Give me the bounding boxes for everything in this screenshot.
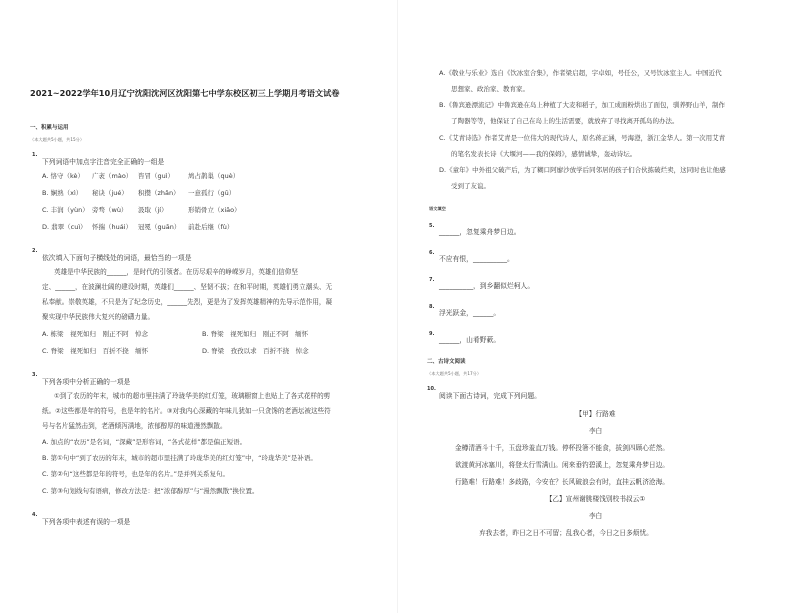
q4-option-d-line-1: D.《童年》中外祖父破产后，为了糊口阿廖沙放学后同邻居的孩子们合伙拣破烂卖，这同时也让他感 bbox=[439, 166, 726, 174]
q10-stem: 阅读下面古诗词，完成下列问题。 bbox=[439, 392, 541, 400]
q3-option-b: B. 第①句中“到了农历的年末，城市的超市里挂满了玲珑华美的红灯笼”中，“玲珑华美”是补语。 bbox=[42, 454, 317, 462]
q1-b-4: 一意孤行（gū） bbox=[188, 189, 236, 197]
q1-a-4: 鸠占鹊巢（què） bbox=[188, 172, 240, 180]
q4-option-c-line-2: 的笔名发表长诗《大堰河——我的保姆》，感情诚挚，轰动诗坛。 bbox=[451, 150, 637, 158]
poem-a-line-3: 行路难！行路难！多歧路，今安在？长风破浪会有时，直挂云帆济沧海。 bbox=[455, 478, 669, 486]
q3-option-c: C. 第②句“这些都是年的符号，也是年的名片。”是并列关系复句。 bbox=[42, 470, 229, 478]
section-1-heading: 一、积累与运用 bbox=[30, 125, 69, 131]
q7-text: __________，到乡翻似烂柯人。 bbox=[439, 282, 535, 290]
q2-passage-line-2: 定、______，在波澜壮阔的建设时期，英雄们______、坚韧不拔；在和平时期，英雄们勇立潮头、无 bbox=[42, 283, 333, 291]
q2-stem: 依次填入下面句子横线处的词语，最恰当的一项是 bbox=[42, 254, 192, 262]
q4-option-c-line-1: C.《艾青诗选》作者艾青是一位伟大的现代诗人，原名蒋正涵，号海澄，浙江金华人。第一次用艾青 bbox=[439, 134, 726, 142]
q2-passage-line-4: 聚实现中华民族伟大复兴的磅礴力量。 bbox=[42, 313, 155, 321]
q5-number: 5. bbox=[429, 223, 435, 229]
q3-number: 3. bbox=[32, 372, 38, 378]
q10-number: 10. bbox=[427, 386, 436, 392]
q3-option-d: C. 第③句划线句有语病，修改方法是：把“浓郁醇厚”与“漫然飘散”换位置。 bbox=[42, 487, 259, 495]
q2-option-b: B. 脊梁 视死如归 刚正不阿 缅怀 bbox=[202, 330, 309, 338]
section-2-heading: 二、古诗文阅读 bbox=[427, 359, 466, 365]
q2-option-d: D. 脊梁 孜孜以求 百折不挠 悼念 bbox=[202, 347, 309, 355]
q1-d-4: 前赴后继（fù） bbox=[188, 223, 234, 231]
section-2-note: （本大题共5小题，共17分） bbox=[427, 371, 482, 376]
q1-d-3: 冠冕（guān） bbox=[138, 223, 181, 231]
q1-a-3: 咨冒（guì） bbox=[138, 172, 175, 180]
right-page bbox=[397, 0, 794, 613]
q3-passage-line-2: 纸。②这些都是年的符号，也是年的名片。③对我内心深藏的年味儿犹如一只贪馋的老酒坛被这些符 bbox=[42, 407, 331, 415]
q1-d-1: D. 翡翠（cuì） bbox=[42, 223, 87, 231]
q9-number: 9. bbox=[429, 331, 435, 337]
poem-a-line-1: 金樽清酒斗十千，玉盘珍羞直万钱。停杯投箸不能食，拔剑四顾心茫然。 bbox=[455, 444, 669, 452]
poem-b-author: 李白 bbox=[588, 512, 603, 520]
q2-option-c: C. 脊梁 视死如归 百折不挠 缅怀 bbox=[42, 347, 149, 355]
q9-text: ______，山肴野蔌。 bbox=[439, 336, 501, 344]
poem-b-title: 【乙】宣州谢朓楼饯别校书叔云① bbox=[545, 495, 646, 503]
dictation-heading: 语文填空 bbox=[429, 206, 446, 211]
q3-stem: 下列各项中分析正确的一项是 bbox=[42, 378, 131, 386]
q6-number: 6. bbox=[429, 250, 435, 256]
q1-c-4: 形销骨立（xiāo） bbox=[188, 206, 241, 214]
section-1-note: （本大题共5小题，共15分） bbox=[30, 137, 85, 142]
q3-passage-line-1: ①到了农历的年末，城市的超市里挂满了玲珑华美的红灯笼，玻璃橱窗上也贴上了各式花样的剪 bbox=[54, 392, 331, 400]
q1-stem: 下列词语中加点字注音完全正确的一组是 bbox=[42, 158, 165, 166]
poem-a-line-2: 欲渡黄河冰塞川，将登太行雪满山。闲来垂钓碧溪上，忽复乘舟梦日边。 bbox=[455, 461, 669, 469]
q1-d-2: 怀揣（huái） bbox=[92, 223, 133, 231]
q4-option-b-line-1: B.《鲁宾逊漂流记》中鲁宾逊在岛上种植了大麦和稻子，加工成面粉烘出了面包，驯养野山羊，制作 bbox=[439, 101, 726, 109]
q1-b-1: B. 娴熟（xì） bbox=[42, 189, 83, 197]
poem-a-author: 李白 bbox=[588, 427, 603, 435]
q1-a-1: A. 恪守（kè） bbox=[42, 172, 84, 180]
q3-option-a: A. 加点的“农历”是名词，“深藏”是形容词，“各式花样”都是偏正短语。 bbox=[42, 438, 247, 446]
q4-stem: 下列各项中表述有误的一项是 bbox=[42, 518, 131, 526]
exam-title: 2021~2022学年10月辽宁沈阳沈河区沈阳第七中学东校区初三上学期月考语文试卷 bbox=[30, 88, 340, 98]
q4-option-a-line-1: A.《敬业与乐业》选自《饮冰室合集》，作者梁启超，字卓如，号任公，又号饮冰室主人。中国近代 bbox=[439, 69, 722, 77]
q1-a-2: 广袤（mào） bbox=[92, 172, 133, 180]
poem-b-line-1: 弃我去者，昨日之日不可留；乱我心者，今日之日多烦忧。 bbox=[479, 529, 653, 537]
q2-passage-line-3: 私奉献。崇敬英雄，不只是为了纪念历史，______先烈，更是为了发挥英雄精神的先导示范作用，凝 bbox=[42, 298, 333, 306]
q6-text: 不应有恨，__________。 bbox=[439, 255, 514, 263]
poem-a-title: 【甲】行路难 bbox=[575, 410, 616, 418]
q1-c-1: C. 丰润（yùn） bbox=[42, 206, 89, 214]
q1-b-3: 积攒（zhǎn） bbox=[138, 189, 180, 197]
q4-option-b-line-2: 了陶器等等，他保证了自己在岛上的生活需要，就放弃了寻找离开孤岛的办法。 bbox=[451, 117, 679, 125]
q1-c-2: 旁骛（wù） bbox=[92, 206, 128, 214]
q4-option-d-line-2: 受到了友谊。 bbox=[451, 182, 490, 190]
q3-passage-line-3: 号与名片猛然击到，老酒倾泻满地，浓郁醇厚的味道漫然飘散。 bbox=[42, 422, 227, 430]
q2-option-a: A. 栋梁 视死如归 刚正不阿 悼念 bbox=[42, 330, 148, 338]
q2-passage-line-1: 英雄是中华民族的______，是时代的引领者。在历尽艰辛的峥嵘岁月，英雄们信仰坚 bbox=[54, 268, 298, 276]
q8-text: 浮光跃金，______。 bbox=[439, 309, 501, 317]
q8-number: 8. bbox=[429, 304, 435, 310]
q4-option-a-line-2: 思想家、政治家、教育家。 bbox=[451, 85, 529, 93]
q2-number: 2. bbox=[32, 248, 38, 254]
q4-number: 4. bbox=[32, 512, 38, 518]
q1-c-3: 汲取（jí） bbox=[138, 206, 168, 214]
q1-b-2: 秘诀（jué） bbox=[92, 189, 128, 197]
q5-text: ______，忽复乘舟梦日边。 bbox=[439, 228, 521, 236]
q1-number: 1. bbox=[32, 152, 38, 158]
q7-number: 7. bbox=[429, 277, 435, 283]
